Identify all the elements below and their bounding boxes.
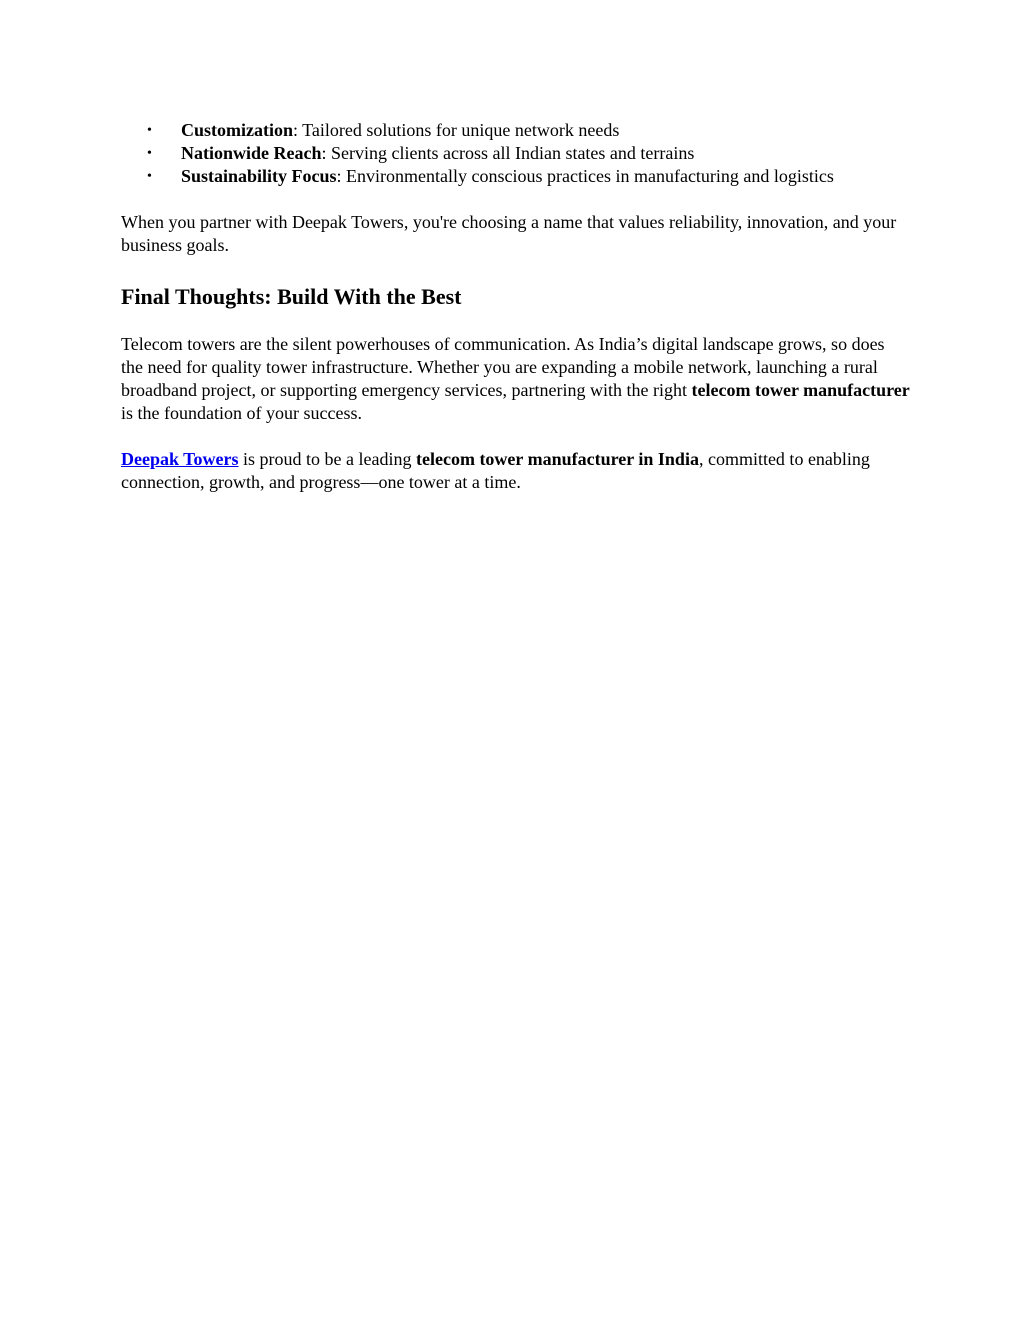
intro-paragraph: When you partner with Deepak Towers, you're choosing a name that values reliability, innovation, and your business goals. — [121, 212, 897, 255]
feature-description: : Environmentally conscious practices in manufacturing and logistics — [336, 166, 834, 186]
body-paragraph — [121, 333, 911, 425]
bullet-icon: • — [147, 169, 152, 184]
bullet-icon: • — [147, 123, 152, 138]
body-bold-text: telecom tower manufacturer — [691, 380, 910, 400]
feature-list — [121, 119, 911, 188]
feature-name: Sustainability Focus — [181, 166, 337, 186]
list-item — [121, 119, 911, 142]
list-item — [121, 142, 911, 165]
feature-name: Customization — [181, 120, 293, 140]
feature-name: Nationwide Reach — [181, 143, 322, 163]
body-text: Telecom towers are the silent powerhouses of communication. As India’s digital landscape grows, so does the need for quality tower infrastructure. Whether you are expanding a mobile network, launching a rural broadband project, or supporting emergency services, partnering with the right — [121, 334, 885, 400]
section-heading: Final Thoughts: Build With the Best — [121, 284, 462, 309]
list-item — [121, 165, 911, 188]
company-link[interactable]: Deepak Towers — [121, 449, 239, 469]
closing-bold-text: telecom tower manufacturer in India — [415, 449, 699, 469]
closing-text-end: , committed to enabling connection, growth, and progress—one tower at a time. — [121, 449, 870, 492]
bullet-icon: • — [147, 146, 152, 161]
feature-description: : Tailored solutions for unique network needs — [293, 120, 620, 140]
closing-paragraph — [121, 448, 911, 494]
body-text-end: is the foundation of your success. — [121, 403, 362, 423]
closing-text: is proud to be a leading — [238, 449, 416, 469]
feature-description: : Serving clients across all Indian states and terrains — [321, 143, 695, 163]
document-page — [121, 119, 911, 494]
